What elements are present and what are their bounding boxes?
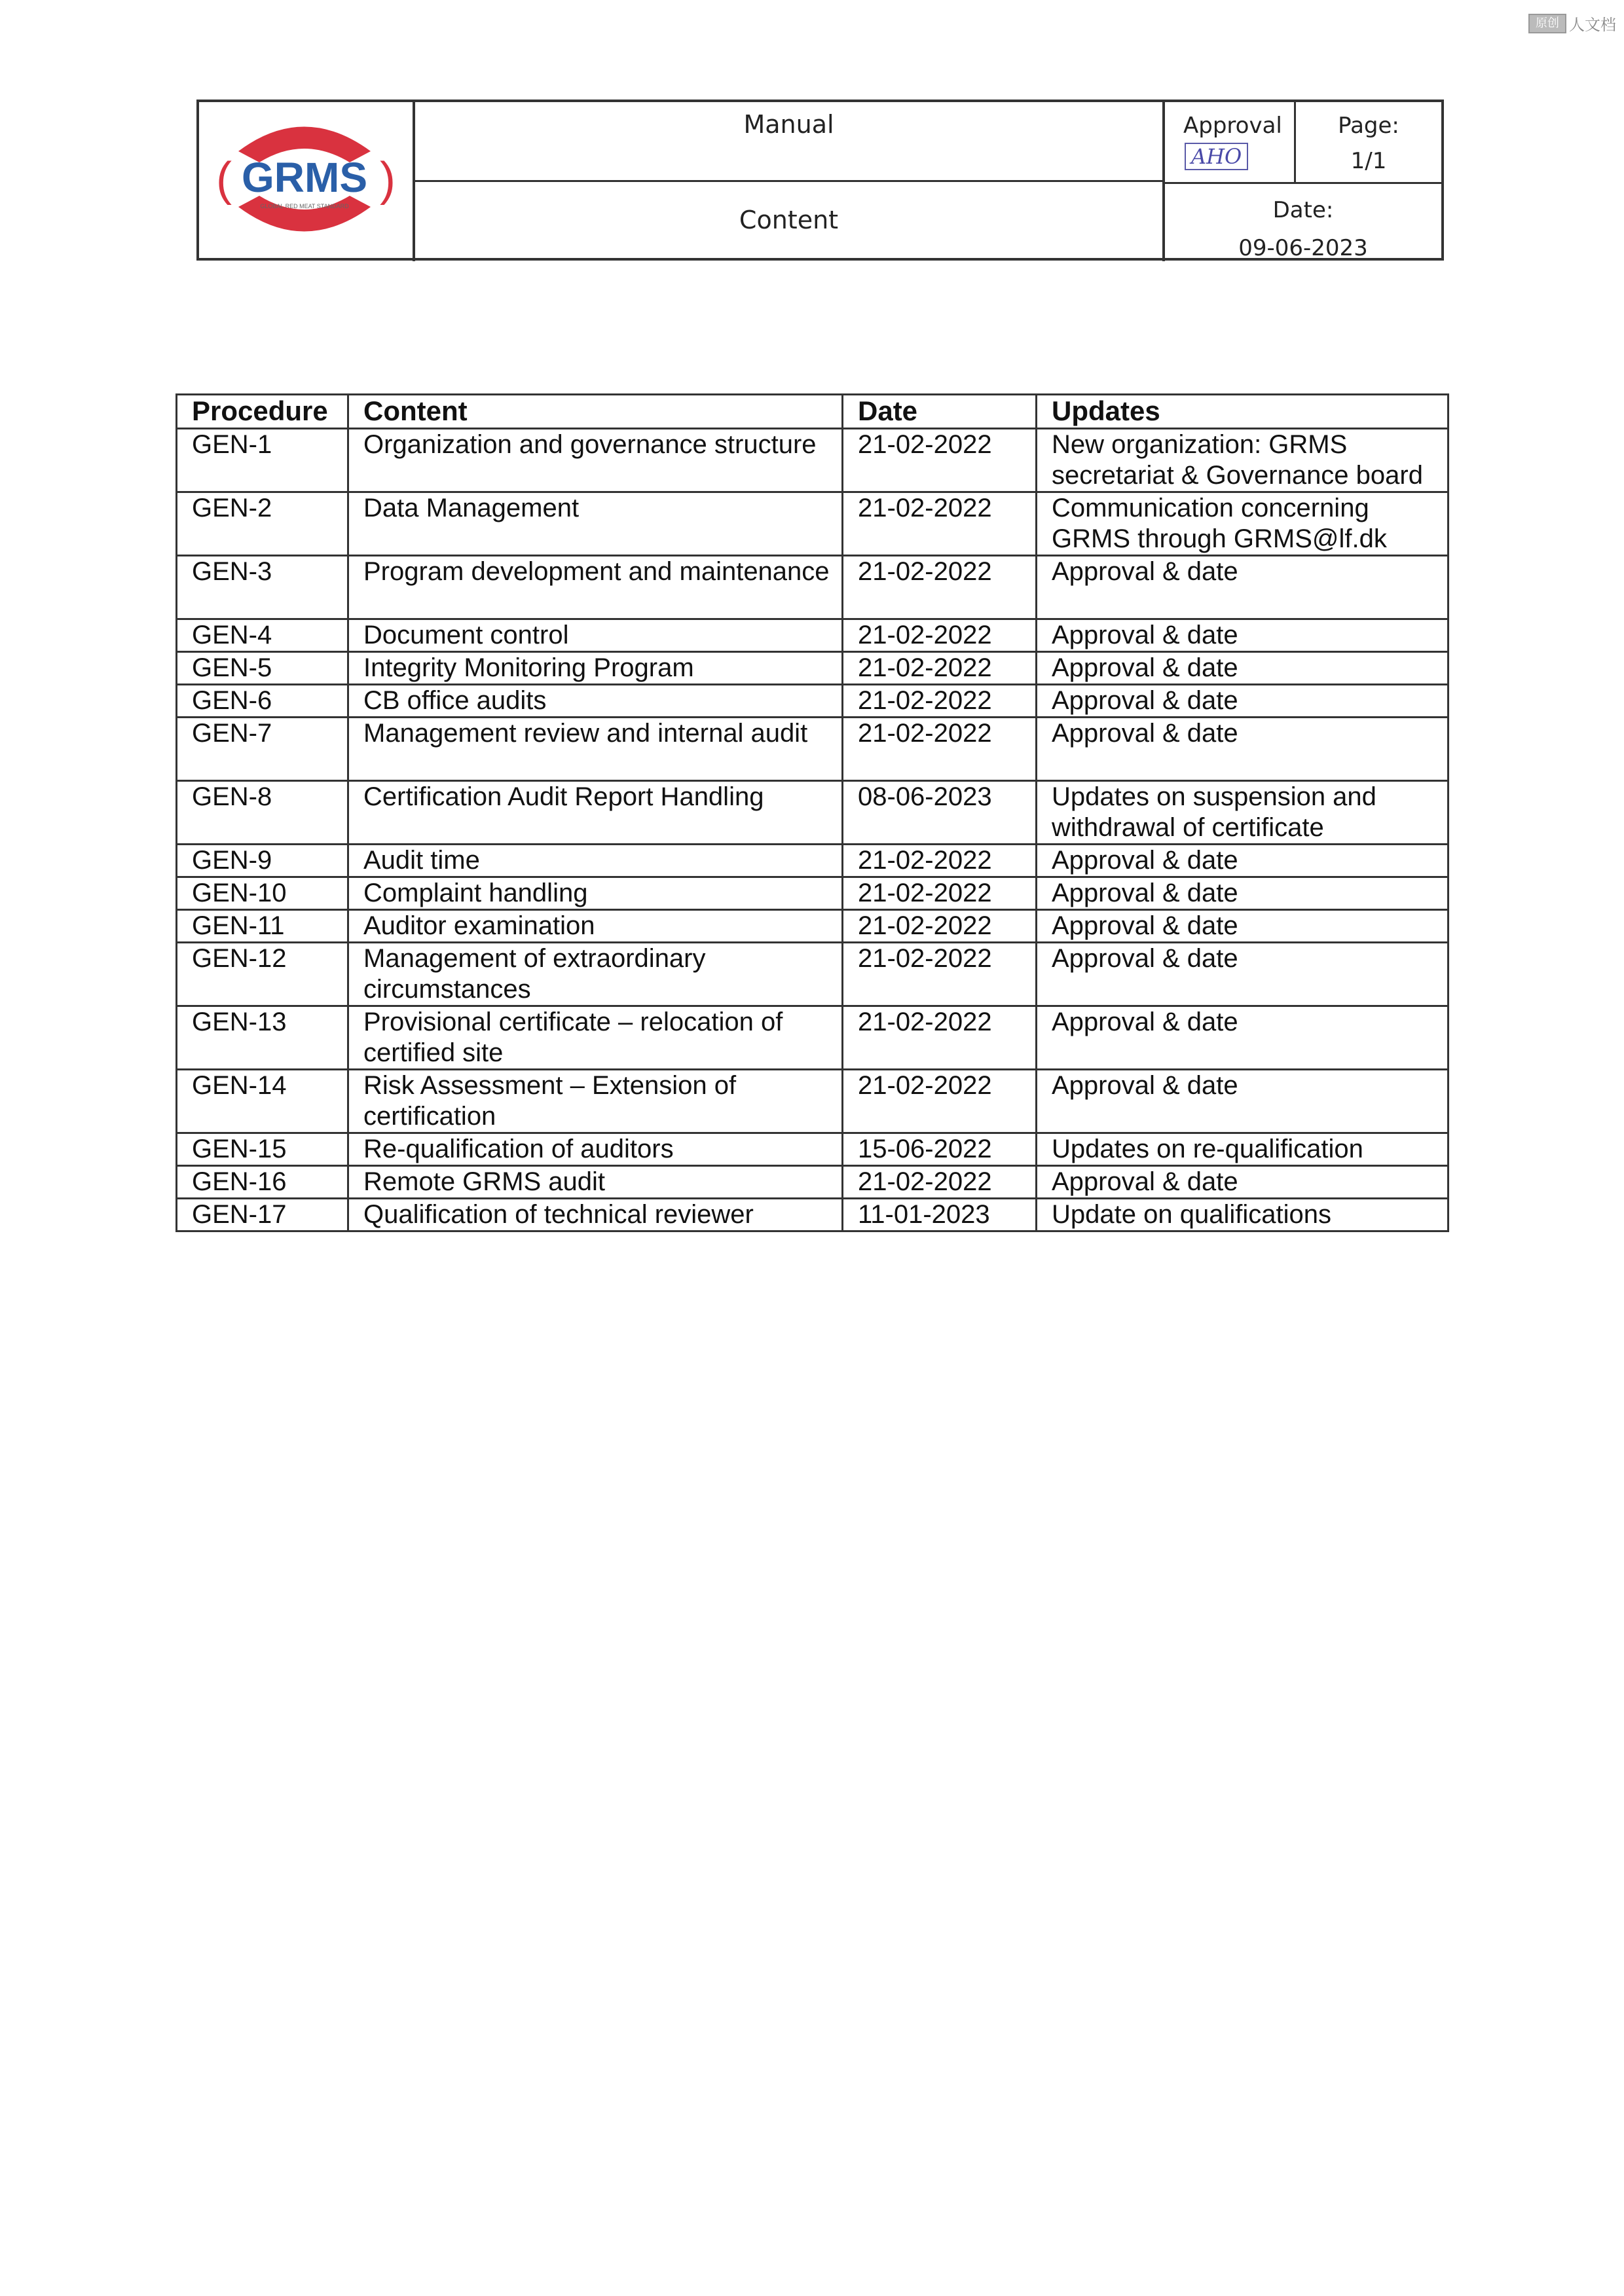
table-row bbox=[177, 845, 1449, 877]
table-row bbox=[177, 718, 1449, 781]
svg-text:(: ( bbox=[216, 153, 232, 206]
table-row bbox=[177, 1133, 1449, 1166]
cell-updates: Updates on re-qualification bbox=[1037, 1133, 1449, 1166]
cell-procedure: GEN-4 bbox=[177, 619, 348, 652]
table-row bbox=[177, 429, 1449, 492]
table-row bbox=[177, 781, 1449, 845]
cell-content: Program development and maintenance bbox=[348, 556, 843, 619]
watermark bbox=[1528, 12, 1616, 35]
cell-procedure: GEN-13 bbox=[177, 1006, 348, 1070]
table-row bbox=[177, 492, 1449, 556]
cell-procedure: GEN-9 bbox=[177, 845, 348, 877]
cell-content: Integrity Monitoring Program bbox=[348, 652, 843, 685]
cell-updates: Updates on suspension and withdrawal of certificate bbox=[1037, 781, 1449, 845]
table-header-row bbox=[177, 395, 1449, 429]
cell-procedure: GEN-14 bbox=[177, 1070, 348, 1133]
cell-updates: Update on qualifications bbox=[1037, 1199, 1449, 1231]
cell-date: 21-02-2022 bbox=[843, 685, 1037, 718]
watermark-badge: 原创 bbox=[1528, 14, 1566, 33]
cell-updates: Approval & date bbox=[1037, 718, 1449, 781]
cell-date: 21-02-2022 bbox=[843, 718, 1037, 781]
logo-wordmark: GRMS bbox=[242, 154, 367, 201]
cell-date: 21-02-2022 bbox=[843, 1166, 1037, 1199]
table-row bbox=[177, 1199, 1449, 1231]
cell-date: 08-06-2023 bbox=[843, 781, 1037, 845]
date-value: 09-06-2023 bbox=[1238, 235, 1368, 261]
title-cell bbox=[415, 102, 1165, 261]
table-row bbox=[177, 910, 1449, 943]
column-header-updates: Updates bbox=[1037, 395, 1449, 429]
meta-cell bbox=[1165, 102, 1441, 261]
grms-logo bbox=[199, 102, 410, 258]
document-header bbox=[196, 100, 1444, 261]
cell-content: CB office audits bbox=[348, 685, 843, 718]
cell-content: Audit time bbox=[348, 845, 843, 877]
logo-tagline: GLOBAL RED MEAT STANDARD bbox=[260, 203, 349, 210]
date-box bbox=[1165, 184, 1441, 261]
cell-date: 21-02-2022 bbox=[843, 429, 1037, 492]
cell-updates: Approval & date bbox=[1037, 619, 1449, 652]
cell-updates: Approval & date bbox=[1037, 1070, 1449, 1133]
cell-date: 21-02-2022 bbox=[843, 492, 1037, 556]
cell-procedure: GEN-11 bbox=[177, 910, 348, 943]
cell-updates: Approval & date bbox=[1037, 652, 1449, 685]
table-row bbox=[177, 1166, 1449, 1199]
cell-content: Complaint handling bbox=[348, 877, 843, 910]
cell-procedure: GEN-15 bbox=[177, 1133, 348, 1166]
table-row bbox=[177, 943, 1449, 1006]
table-row bbox=[177, 619, 1449, 652]
cell-content: Risk Assessment – Extension of certification bbox=[348, 1070, 843, 1133]
cell-procedure: GEN-2 bbox=[177, 492, 348, 556]
cell-procedure: GEN-6 bbox=[177, 685, 348, 718]
table-row bbox=[177, 685, 1449, 718]
table-row bbox=[177, 556, 1449, 619]
table-body bbox=[177, 429, 1449, 1231]
table-row bbox=[177, 877, 1449, 910]
cell-date: 21-02-2022 bbox=[843, 652, 1037, 685]
column-header-procedure: Procedure bbox=[177, 395, 348, 429]
cell-date: 21-02-2022 bbox=[843, 877, 1037, 910]
approval-label: Approval bbox=[1183, 113, 1282, 139]
cell-procedure: GEN-1 bbox=[177, 429, 348, 492]
cell-procedure: GEN-7 bbox=[177, 718, 348, 781]
table-row bbox=[177, 1006, 1449, 1070]
cell-procedure: GEN-12 bbox=[177, 943, 348, 1006]
cell-date: 11-01-2023 bbox=[843, 1199, 1037, 1231]
cell-date: 21-02-2022 bbox=[843, 619, 1037, 652]
approval-box bbox=[1165, 102, 1296, 182]
document-subtitle: Content bbox=[739, 206, 839, 234]
watermark-text: 人文档 bbox=[1569, 16, 1616, 34]
cell-procedure: GEN-5 bbox=[177, 652, 348, 685]
cell-updates: Approval & date bbox=[1037, 685, 1449, 718]
cell-content: Remote GRMS audit bbox=[348, 1166, 843, 1199]
cell-content: Re-qualification of auditors bbox=[348, 1133, 843, 1166]
cell-content: Organization and governance structure bbox=[348, 429, 843, 492]
cell-updates: Approval & date bbox=[1037, 845, 1449, 877]
cell-content: Provisional certificate – relocation of certified site bbox=[348, 1006, 843, 1070]
cell-date: 21-02-2022 bbox=[843, 1070, 1037, 1133]
logo-cell bbox=[199, 102, 415, 261]
table-row bbox=[177, 1070, 1449, 1133]
cell-date: 21-02-2022 bbox=[843, 943, 1037, 1006]
meta-top bbox=[1165, 102, 1441, 184]
page-label: Page: bbox=[1338, 113, 1399, 139]
cell-updates: New organization: GRMS secretariat & Governance board bbox=[1037, 429, 1449, 492]
cell-updates: Approval & date bbox=[1037, 877, 1449, 910]
column-header-content: Content bbox=[348, 395, 843, 429]
approval-signature: AHO bbox=[1185, 143, 1248, 170]
cell-content: Management of extraordinary circumstances bbox=[348, 943, 843, 1006]
cell-date: 15-06-2022 bbox=[843, 1133, 1037, 1166]
cell-procedure: GEN-8 bbox=[177, 781, 348, 845]
cell-content: Auditor examination bbox=[348, 910, 843, 943]
cell-date: 21-02-2022 bbox=[843, 556, 1037, 619]
column-header-date: Date bbox=[843, 395, 1037, 429]
cell-content: Management review and internal audit bbox=[348, 718, 843, 781]
cell-content: Certification Audit Report Handling bbox=[348, 781, 843, 845]
cell-procedure: GEN-16 bbox=[177, 1166, 348, 1199]
cell-date: 21-02-2022 bbox=[843, 910, 1037, 943]
page-value: 1/1 bbox=[1350, 148, 1387, 174]
cell-updates: Approval & date bbox=[1037, 556, 1449, 619]
cell-content: Document control bbox=[348, 619, 843, 652]
procedures-table bbox=[175, 393, 1449, 1232]
cell-date: 21-02-2022 bbox=[843, 845, 1037, 877]
cell-updates: Approval & date bbox=[1037, 943, 1449, 1006]
cell-date: 21-02-2022 bbox=[843, 1006, 1037, 1070]
cell-content: Qualification of technical reviewer bbox=[348, 1199, 843, 1231]
cell-procedure: GEN-3 bbox=[177, 556, 348, 619]
date-label: Date: bbox=[1272, 197, 1334, 223]
document-title: Manual bbox=[415, 102, 1162, 182]
cell-updates: Approval & date bbox=[1037, 910, 1449, 943]
svg-text:): ) bbox=[380, 153, 396, 206]
page-box bbox=[1296, 102, 1441, 182]
cell-updates: Approval & date bbox=[1037, 1166, 1449, 1199]
cell-updates: Approval & date bbox=[1037, 1006, 1449, 1070]
cell-content: Data Management bbox=[348, 492, 843, 556]
cell-procedure: GEN-17 bbox=[177, 1199, 348, 1231]
cell-updates: Communication concerning GRMS through GRMS@lf.dk bbox=[1037, 492, 1449, 556]
table-row bbox=[177, 652, 1449, 685]
cell-procedure: GEN-10 bbox=[177, 877, 348, 910]
